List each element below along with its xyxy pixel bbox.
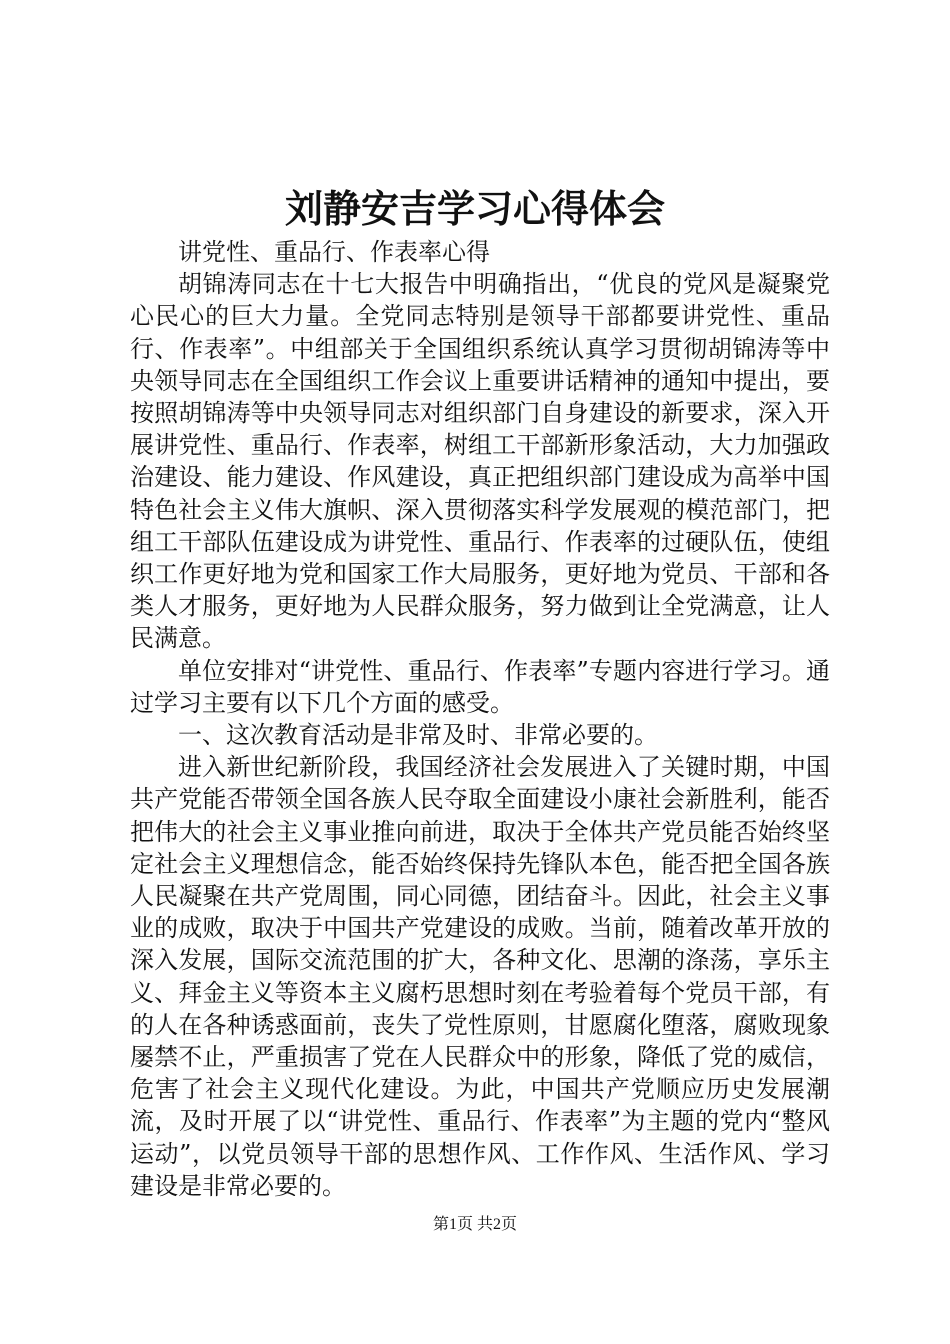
- document-body: [130, 236, 830, 1202]
- document-title: 刘静安吉学习心得体会: [284, 186, 665, 231]
- paragraph: 进入新世纪新阶段，我国经济社会发展进入了关键时期，中国共产党能否带领全国各族人民夺取全面建设小康社会新胜利，能否把伟大的社会主义事业推向前进，取决于全体共产党员能否始终坚定社会主义理想信念，能否始终保持先锋队本色，能否把全国各族人民凝聚在共产党周围，同心同德，团结奋斗。因此，社会主义事业的成败，取决于中国共产党建设的成败。当前，随着改革开放的深入发展，国际交流范围的扩大，各种文化、思潮的涤荡，享乐主义、拜金主义等资本主义腐朽思想时刻在考验着每个党员干部，有的人在各种诱惑面前，丧失了党性原则，甘愿腐化堕落，腐败现象屡禁不止，严重损害了党在人民群众中的形象，降低了党的威信，危害了社会主义现代化建设。为此，中国共产党顺应历史发展潮流，及时开展了以“讲党性、重品行、作表率”为主题的党内“整风运动”，以党员领导干部的思想作风、工作作风、生活作风、学习建设是非常必要的。: [130, 753, 830, 1200]
- paragraph: 单位安排对“讲党性、重品行、作表率”专题内容进行学习。通过学习主要有以下几个方面的感受。: [130, 656, 830, 717]
- page-footer: 第1页 共2页: [432, 1216, 517, 1233]
- paragraph-subtitle: 讲党性、重品行、作表率心得: [178, 238, 490, 266]
- section-heading: 一、这次教育活动是非常及时、非常必要的。: [178, 721, 658, 750]
- paragraph: 胡锦涛同志在十七大报告中明确指出，“优良的党风是凝聚党心民心的巨大力量。全党同志特别是领导干部都要讲党性、重品行、作表率”。中组部关于全国组织系统认真学习贯彻胡锦涛等中央领导同志在全国组织工作会议上重要讲话精神的通知中提出，要按照胡锦涛等中央领导同志对组织部门自身建设的新要求，深入开展讲党性、重品行、作表率，树组工干部新形象活动，大力加强政治建设、能力建设、作风建设，真正把组织部门建设成为高举中国特色社会主义伟大旗帜、深入贯彻落实科学发展观的模范部门，把组工干部队伍建设成为讲党性、重品行、作表率的过硬队伍，使组织工作更好地为党和国家工作大局服务，更好地为党员、干部和各类人才服务，更好地为人民群众服务，努力做到让全党满意，让人民满意。: [130, 270, 830, 653]
